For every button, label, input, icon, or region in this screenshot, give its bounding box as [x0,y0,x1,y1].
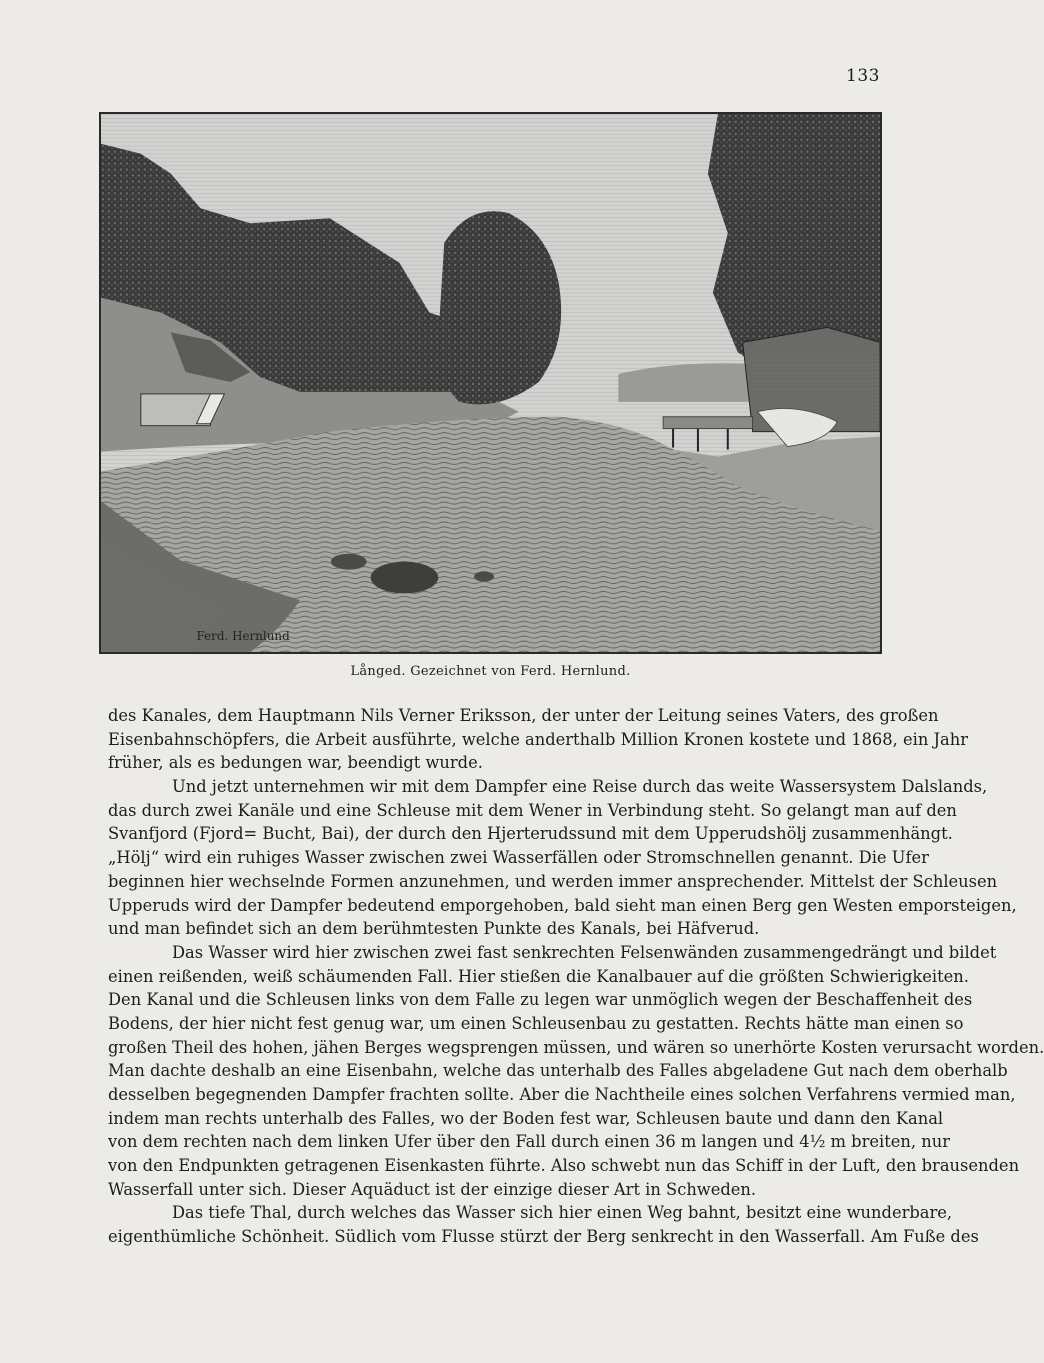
text-line: beginnen hier wechselnde Formen anzunehmen, und werden immer ansprechender. Mittelst der Schleusen [108,871,998,891]
text-line: und man befindet sich an dem berühmtesten Punkte des Kanals, bei Häfverud. [108,919,760,939]
text-line: Upperuds wird der Dampfer bedeutend emporgehoben, bald sieht man einen Berg gen Westen emporsteigen, [108,895,1017,915]
text-line: des Kanales, dem Hauptmann Nils Verner Eriksson, der unter der Leitung seines Vaters, des großen [108,706,939,725]
text-line: indem man rechts unterhalb des Falles, wo der Boden fest war, Schleusen baute und dann den Kanal [108,1108,944,1128]
text-line: von dem rechten nach dem linken Ufer über den Fall durch einen 36 m langen und 4½ m breiten, nur [108,1132,950,1152]
text-line: Das Wasser wird hier zwischen zwei fast senkrechten Felsenwänden zusammengedrängt und bildet [172,942,997,962]
text-line: Man dachte deshalb an eine Eisenbahn, welche das unterhalb des Falles abgeladene Gut nach dem oberhalb [108,1061,1008,1081]
text-line: „Hölj“ wird ein ruhiges Wasser zwischen zwei Wasserfällen oder Stromschnellen genannt. Die Ufer [108,848,929,868]
text-line: großen Theil des hohen, jähen Berges wegsprengen müssen, und wären so unerhörte Kosten verursacht worden. [108,1037,1044,1057]
page-number: 133 [846,66,880,86]
text-line: einen reißenden, weiß schäumenden Fall. Hier stießen die Kanalbauer auf die größten Schwierigkeiten. [108,966,969,986]
text-line: von den Endpunkten getragenen Eisenkasten führte. Also schwebt nun das Schiff in der Luft, den brausenden [108,1156,1020,1176]
artist-signature: Ferd. Hernlund [196,629,290,644]
text-line: desselben begegnenden Dampfer frachten sollte. Aber die Nachtheile eines solchen Verfahrens vermied man, [108,1085,1016,1104]
text-line: Und jetzt unternehmen wir mit dem Dampfer eine Reise durch das weite Wassersystem Dalslands, [172,777,988,797]
text-line: Svanfjord (Fjord= Bucht, Bai), der durch den Hjerterudssund mit dem Upperudshölj zusammenhängt. [108,824,953,844]
body-text [108,704,1044,1249]
text-line: Den Kanal und die Schleusen links von dem Falle zu legen war unmöglich wegen der Beschaffenheit des [108,990,973,1010]
text-line: Wasserfall unter sich. Dieser Aquäduct ist der einzige dieser Art in Schweden. [108,1179,757,1199]
illustration [99,112,882,654]
text-line: Eisenbahnschöpfers, die Arbeit ausführte, welche anderthalb Million Kronen kostete und 1868, ein Jahr [108,729,968,749]
text-line: das durch zwei Kanäle und eine Schleuse mit dem Wener in Verbindung steht. So gelangt man auf den [108,800,957,820]
text-line: eigenthümliche Schönheit. Südlich vom Flusse stürzt der Berg senkrecht in den Wasserfall. Am Fuße des [108,1227,979,1247]
engraving-river-landscape-icon [101,114,880,652]
text-line: früher, als es bedungen war, beendigt wurde. [108,753,483,773]
figure-caption: Långed. Gezeichnet von Ferd. Hernlund. [350,664,631,679]
text-line: Das tiefe Thal, durch welches das Wasser sich hier einen Weg bahnt, besitzt eine wunderbare, [172,1203,953,1223]
text-line: Bodens, der hier nicht fest genug war, um einen Schleusenbau zu gestatten. Rechts hätte man einen so [108,1013,964,1033]
